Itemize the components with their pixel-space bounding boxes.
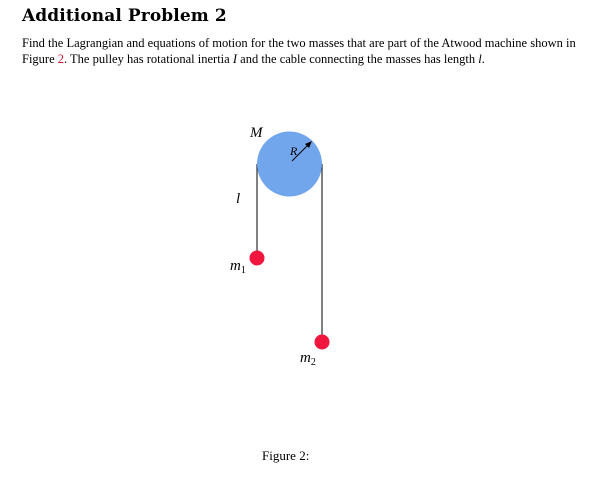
inertia-symbol: I xyxy=(232,51,238,66)
problem-heading: Additional Problem 2 xyxy=(22,6,227,26)
mass-m2-label-main: m xyxy=(300,350,311,366)
problem-text-4: . xyxy=(481,51,485,66)
radius-label: R xyxy=(290,144,298,158)
mass-m1-label-main: m xyxy=(230,258,241,274)
mass-m1 xyxy=(250,251,265,266)
cable-length-label: l xyxy=(236,191,241,207)
figure-reference-link[interactable]: 2 xyxy=(57,51,65,66)
mass-m2 xyxy=(315,335,330,350)
figure-caption: Figure 2: xyxy=(262,448,310,463)
length-symbol: l xyxy=(478,51,482,66)
pulley-disk xyxy=(257,132,322,197)
problem-text-3: and the cable connecting the masses has length xyxy=(237,51,479,66)
mass-m2-label xyxy=(300,350,316,368)
problem-text-2: . The pulley has rotational inertia xyxy=(64,51,233,66)
mass-m2-label-sub: 2 xyxy=(310,357,316,368)
mass-m1-label xyxy=(230,258,246,276)
pulley-mass-label: M xyxy=(250,125,263,141)
mass-m1-label-sub: 1 xyxy=(240,265,246,276)
problem-text-1: Find the Lagrangian and equations of motion for the two masses that are part of the Atwood machine shown in Figure xyxy=(22,36,576,66)
